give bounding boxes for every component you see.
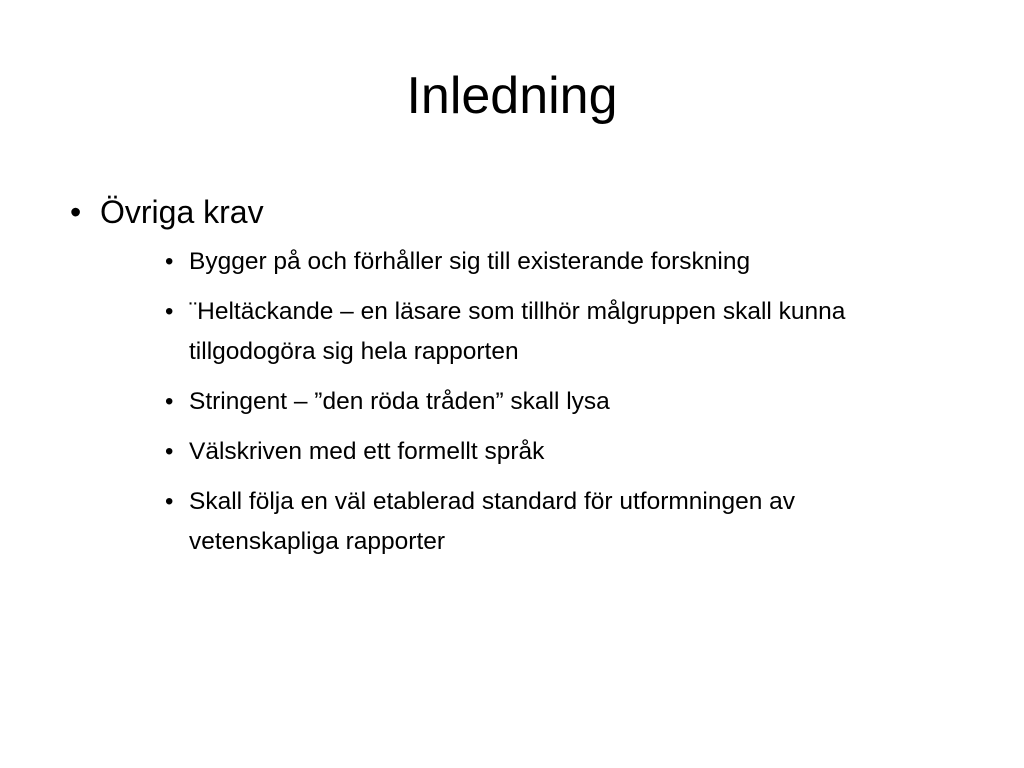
sub-bullet-item	[165, 242, 950, 282]
main-bullet-text: Övriga krav	[100, 194, 264, 230]
sub-bullet-item	[165, 482, 950, 562]
slide-title: Inledning	[406, 67, 618, 125]
slide-content	[70, 190, 950, 572]
bullet-icon: •	[165, 488, 174, 515]
sub-bullet-text: Välskriven med ett formellt språk	[189, 438, 545, 465]
bullet-icon: •	[165, 388, 174, 415]
sub-bullet-text: Bygger på och förhåller sig till existerande forskning	[189, 248, 751, 275]
sub-bullet-item	[165, 382, 950, 422]
bullet-icon: •	[70, 194, 82, 230]
sub-bullet-text: Stringent – ”den röda tråden” skall lysa	[189, 388, 610, 415]
bullet-icon: •	[165, 248, 174, 275]
sub-bullet-item	[165, 292, 950, 372]
sub-bullet-list	[70, 242, 950, 562]
sub-bullet-text: ¨Heltäckande – en läsare som tillhör målgruppen skall kunna tillgodogöra sig hela rapporten	[189, 298, 846, 365]
sub-bullet-item	[165, 432, 950, 472]
sub-bullet-text: Skall följa en väl etablerad standard för utformningen av vetenskapliga rapporter	[189, 488, 796, 555]
main-bullet-item	[70, 190, 950, 234]
bullet-icon: •	[165, 298, 174, 325]
bullet-icon: •	[165, 438, 174, 465]
